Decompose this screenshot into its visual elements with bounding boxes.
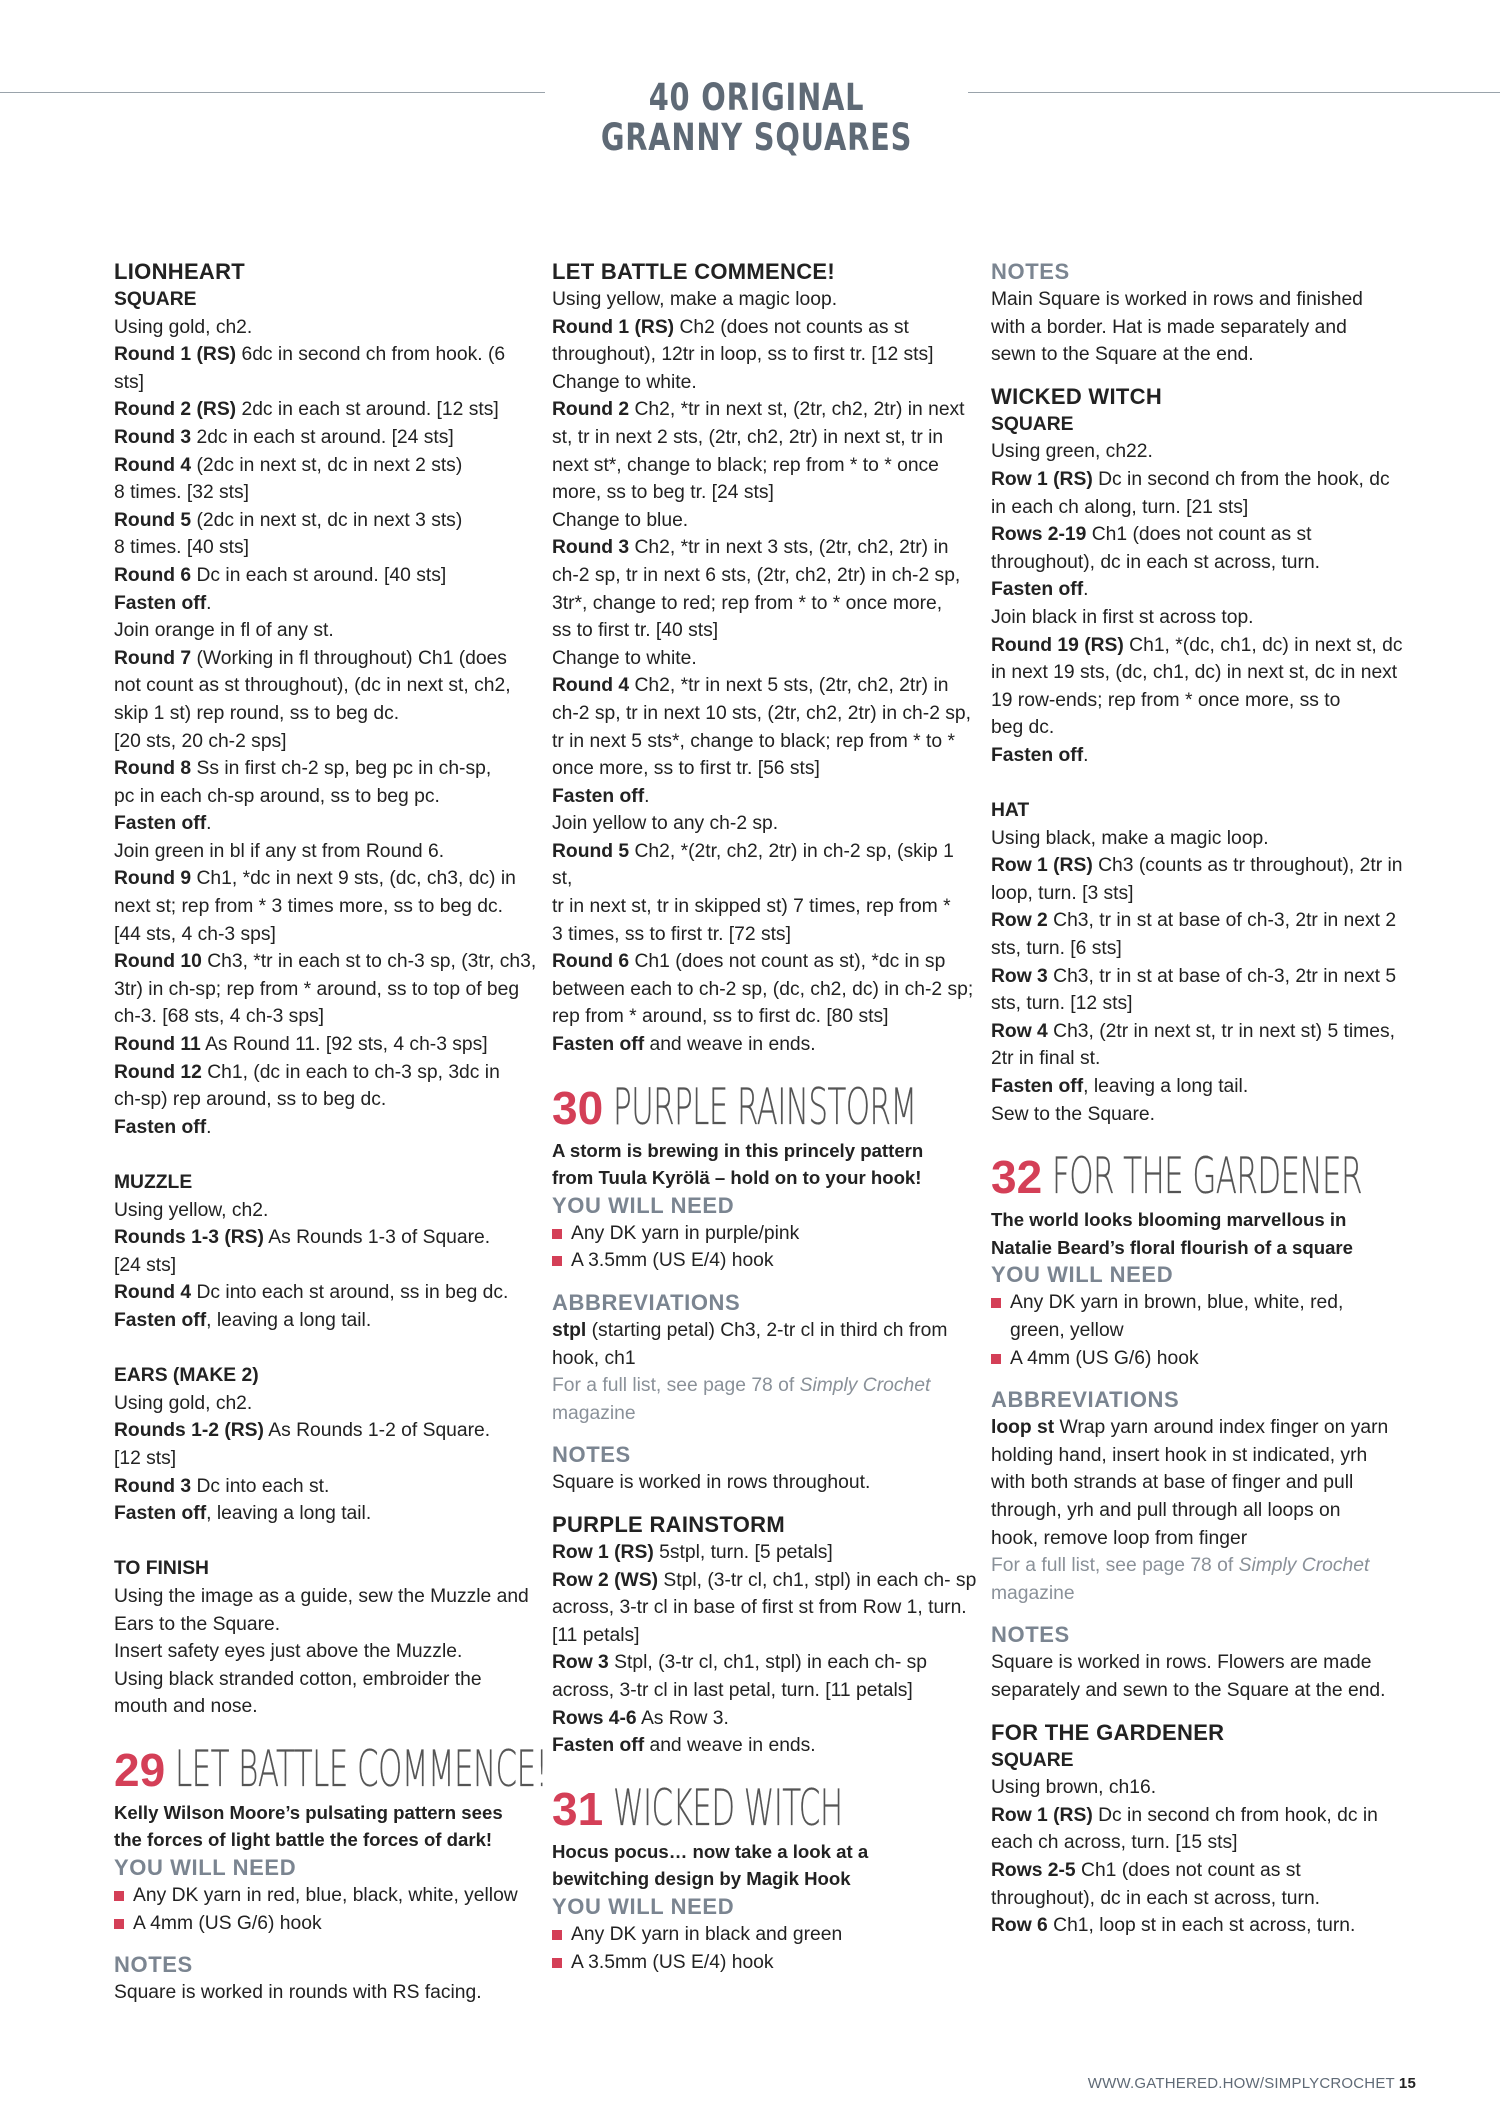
abbreviation: stpl (starting petal) Ch3, 2-tr cl in third ch from [552, 1320, 948, 1341]
instruction: 8 times. [32 sts] [114, 482, 250, 504]
section-title: PURPLE RAINSTORM [552, 1511, 785, 1537]
page-number: 15 [1398, 2075, 1416, 2092]
instruction: 3tr*, change to red; rep from * to * once more, [552, 592, 943, 614]
header-rule-left [0, 92, 545, 93]
pattern-intro: from Tuula Kyrölä – hold on to your hook! [552, 1167, 922, 1189]
instruction: Round 7 (Working in fl throughout) Ch1 (does [114, 647, 507, 669]
subsection-title: MUZZLE [114, 1172, 193, 1193]
pattern-name: PURPLE RAINSTORM [613, 1077, 917, 1136]
pattern-heading [552, 1073, 977, 1136]
instruction: Round 6 Dc in each st around. [40 sts] [114, 564, 447, 586]
pattern-number: 32 [991, 1151, 1043, 1204]
pattern-heading [552, 1774, 977, 1837]
abbreviation: hook, ch1 [552, 1347, 636, 1369]
abbreviation: holding hand, insert hook in st indicated, yrh [991, 1444, 1368, 1466]
section-heading: ABBREVIATIONS [991, 1387, 1180, 1413]
bullet-item-continued: green, yellow [1010, 1320, 1124, 1341]
instruction: 3 times, ss to first tr. [72 sts] [552, 923, 791, 945]
instruction: Join yellow to any ch-2 sp. [552, 813, 779, 835]
instruction: ch-2 sp, tr in next 6 sts, (2tr, ch2, 2tr) in ch-2 sp, [552, 564, 961, 586]
instruction: Fasten off. [114, 813, 212, 835]
instruction: Fasten off. [552, 785, 650, 807]
section-title: LET BATTLE COMMENCE! [552, 259, 836, 284]
instruction: throughout), 12tr in loop, ss to first tr. [12 sts] [552, 344, 934, 366]
instruction: pc in each ch-sp around, ss to beg pc. [114, 785, 440, 807]
subsection-title: SQUARE [991, 413, 1074, 435]
instruction: Change to white. [552, 371, 697, 393]
section-heading: ABBREVIATIONS [552, 1290, 741, 1315]
column-2 [552, 258, 977, 1976]
instruction: Using yellow, ch2. [114, 1199, 269, 1221]
section-heading: NOTES [552, 1442, 631, 1468]
instruction: Using black, make a magic loop. [991, 827, 1269, 849]
pattern-heading [114, 1735, 548, 1798]
instruction: Using yellow, make a magic loop. [552, 289, 838, 310]
instruction: Round 1 (RS) Ch2 (does not counts as st [552, 316, 909, 338]
pattern-intro: Hocus pocus… now take a look at a [552, 1840, 869, 1862]
section-heading: YOU WILL NEED [991, 1262, 1174, 1288]
instruction: Row 3 Stpl, (3-tr cl, ch1, stpl) in each ch- sp [552, 1652, 928, 1674]
instruction: across, 3-tr cl in last petal, turn. [11 petals] [552, 1679, 913, 1701]
instruction: throughout), dc in each st across, turn. [991, 1887, 1321, 1909]
instruction: once more, ss to first tr. [56 sts] [552, 758, 820, 780]
footer-url[interactable]: WWW.GATHERED.HOW/SIMPLYCROCHET [1087, 2075, 1395, 2092]
reference-note: magazine [991, 1582, 1075, 1604]
notes-text: separately and sewn to the Square at the end. [991, 1679, 1386, 1701]
reference-note: For a full list, see page 78 of Simply Crochet [991, 1555, 1370, 1577]
instruction: Using the image as a guide, sew the Muzzle and [114, 1585, 529, 1607]
abbreviation: through, yrh and pull through all loops on [991, 1499, 1341, 1521]
instruction: Rows 4-6 As Row 3. [552, 1707, 729, 1729]
instruction: sts, turn. [12 sts] [991, 993, 1133, 1015]
pattern-intro: Kelly Wilson Moore’s pulsating pattern sees [114, 1801, 503, 1823]
bullet-item: Any DK yarn in black and green [552, 1921, 977, 1949]
section-title: FOR THE GARDENER [991, 1719, 1225, 1745]
instruction: sts, turn. [6 sts] [991, 938, 1122, 960]
instruction: Using green, ch22. [991, 441, 1153, 463]
notes-text: Square is worked in rounds with RS facing. [114, 1982, 482, 2004]
bullet-item: Any DK yarn in brown, blue, white, red, [991, 1289, 1411, 1317]
instruction: Insert safety eyes just above the Muzzle. [114, 1641, 463, 1663]
instruction: Fasten off. [114, 592, 212, 614]
instruction: skip 1 st) rep round, ss to beg dc. [114, 702, 400, 724]
notes-text: Main Square is worked in rows and finished [991, 289, 1363, 310]
reference-note: For a full list, see page 78 of Simply Crochet [552, 1375, 931, 1397]
instruction: Row 2 (WS) Stpl, (3-tr cl, ch1, stpl) in each ch- sp [552, 1569, 977, 1591]
instruction: beg dc. [991, 717, 1055, 739]
instruction: Fasten off. [991, 579, 1089, 601]
instruction: Fasten off, leaving a long tail. [991, 1076, 1249, 1098]
reference-note: magazine [552, 1402, 636, 1424]
instruction: Fasten off. [991, 744, 1089, 766]
instruction: 2tr in final st. [991, 1048, 1101, 1070]
instruction: more, ss to beg tr. [24 sts] [552, 482, 774, 504]
instruction: next st*, change to black; rep from * to * once [552, 454, 939, 476]
subsection-title: EARS (MAKE 2) [114, 1365, 259, 1387]
bullet-item: A 4mm (US G/6) hook [114, 1910, 539, 1938]
instruction: Fasten off and weave in ends. [552, 1735, 816, 1757]
instruction: not count as st throughout), (dc in next st, ch2, [114, 675, 511, 697]
instruction: 8 times. [40 sts] [114, 537, 250, 559]
instruction: ch-3. [68 sts, 4 ch-3 sps] [114, 1006, 325, 1028]
section-title: LIONHEART [114, 259, 246, 284]
instruction: each ch across, turn. [15 sts] [991, 1832, 1238, 1854]
instruction: in next 19 sts, (dc, ch1, dc) in next st, dc in next [991, 662, 1398, 684]
pattern-number: 30 [552, 1081, 604, 1134]
instruction: Fasten off, leaving a long tail. [114, 1309, 372, 1331]
instruction: Row 1 (RS) Dc in second ch from the hook, dc [991, 468, 1390, 490]
column-3 [991, 258, 1411, 1940]
instruction: Sew to the Square. [991, 1103, 1155, 1125]
pattern-intro: Natalie Beard’s floral flourish of a square [991, 1236, 1353, 1258]
page-footer [1088, 2075, 1416, 2092]
instruction: Ears to the Square. [114, 1613, 281, 1635]
header-rule-right [968, 92, 1500, 93]
instruction: Join green in bl if any st from Round 6. [114, 840, 445, 862]
instruction: Round 4 Dc into each st around, ss in beg dc. [114, 1282, 509, 1304]
instruction: Using gold, ch2. [114, 316, 253, 338]
instruction: Row 6 Ch1, loop st in each st across, turn. [991, 1915, 1356, 1937]
subsection-title: SQUARE [114, 289, 197, 310]
pattern-name: LET BATTLE COMMENCE! [175, 1739, 548, 1798]
instruction: Rounds 1-3 (RS) As Rounds 1-3 of Square. [114, 1227, 491, 1249]
bullet-item: A 3.5mm (US E/4) hook [552, 1949, 977, 1977]
instruction: Round 5 (2dc in next st, dc in next 3 sts) [114, 509, 463, 531]
notes-text: sewn to the Square at the end. [991, 344, 1254, 366]
subsection-title: HAT [991, 800, 1030, 822]
instruction: Row 4 Ch3, (2tr in next st, tr in next st) 5 times, [991, 1020, 1395, 1042]
instruction: ss to first tr. [40 sts] [552, 620, 719, 642]
notes-text: with a border. Hat is made separately and [991, 316, 1347, 338]
section-heading: YOU WILL NEED [552, 1893, 735, 1919]
instruction: Round 2 (RS) 2dc in each st around. [12 sts] [114, 399, 499, 421]
page-header-title: 40 ORIGINAL GRANNY SQUARES [600, 76, 913, 159]
section-heading: NOTES [991, 259, 1070, 284]
instruction: Row 3 Ch3, tr in st at base of ch-3, 2tr in next 5 [991, 965, 1397, 987]
instruction: Round 8 Ss in first ch-2 sp, beg pc in ch-sp, [114, 758, 492, 780]
pattern-intro: bewitching design by Magik Hook [552, 1868, 851, 1890]
instruction: [11 petals] [552, 1624, 640, 1646]
section-heading: NOTES [991, 1622, 1070, 1648]
instruction: Fasten off and weave in ends. [552, 1034, 816, 1056]
instruction: 3tr) in ch-sp; rep from * around, ss to top of beg [114, 978, 520, 1000]
instruction: [12 sts] [114, 1447, 177, 1469]
instruction: across, 3-tr cl in base of first st from Row 1, turn. [552, 1597, 967, 1619]
instruction: Round 11 As Round 11. [92 sts, 4 ch-3 sps] [114, 1034, 488, 1056]
instruction: Using brown, ch16. [991, 1777, 1157, 1799]
instruction: Join orange in fl of any st. [114, 620, 334, 642]
instruction: rep from * around, ss to first dc. [80 sts] [552, 1006, 889, 1028]
instruction: Round 4 (2dc in next st, dc in next 2 sts) [114, 454, 463, 476]
subsection-title: TO FINISH [114, 1558, 209, 1580]
instruction: Round 1 (RS) 6dc in second ch from hook. (6 sts] [114, 344, 506, 393]
instruction: mouth and nose. [114, 1696, 258, 1718]
pattern-name: WICKED WITCH [613, 1778, 843, 1837]
instruction: Round 6 Ch1 (does not count as st), *dc in sp [552, 951, 946, 973]
instruction: Round 10 Ch3, *tr in each st to ch-3 sp, (3tr, ch3, [114, 951, 537, 973]
instruction: st, tr in next 2 sts, (2tr, ch2, 2tr) in next st, tr in [552, 426, 944, 448]
instruction: Join black in first st across top. [991, 606, 1254, 628]
notes-text: Square is worked in rows throughout. [552, 1472, 871, 1494]
instruction: Fasten off, leaving a long tail. [114, 1503, 372, 1525]
section-heading: NOTES [114, 1952, 193, 1978]
pattern-heading [991, 1142, 1411, 1206]
instruction: [20 sts, 20 ch-2 sps] [114, 730, 287, 752]
instruction: Round 5 Ch2, *(2tr, ch2, 2tr) in ch-2 sp, (skip 1 st, [552, 840, 954, 890]
instruction: Round 3 Ch2, *tr in next 3 sts, (2tr, ch2, 2tr) in [552, 537, 949, 559]
notes-text: Square is worked in rows. Flowers are made [991, 1652, 1372, 1674]
instruction: tr in next 5 sts*, change to black; rep from * to * [552, 730, 955, 752]
pattern-name: FOR THE GARDENER [1052, 1147, 1363, 1206]
instruction: [24 sts] [114, 1254, 177, 1276]
subsection-title: SQUARE [991, 1749, 1074, 1771]
instruction: Rows 2-19 Ch1 (does not count as st [991, 524, 1312, 546]
instruction: Round 9 Ch1, *dc in next 9 sts, (dc, ch3, dc) in [114, 868, 516, 890]
instruction: 19 row-ends; rep from * once more, ss to [991, 689, 1341, 711]
pattern-intro: the forces of light battle the forces of dark! [114, 1829, 493, 1851]
instruction: between each to ch-2 sp, (dc, ch2, dc) in ch-2 sp; [552, 978, 974, 1000]
instruction: Using black stranded cotton, embroider the [114, 1668, 482, 1690]
instruction: Change to blue. [552, 509, 689, 531]
instruction: throughout), dc in each st across, turn. [991, 551, 1321, 573]
column-1 [114, 258, 548, 2007]
bullet-item: Any DK yarn in red, blue, black, white, yellow [114, 1882, 539, 1910]
instruction: Round 12 Ch1, (dc in each to ch-3 sp, 3dc in [114, 1061, 500, 1083]
instruction: loop, turn. [3 sts] [991, 882, 1134, 904]
instruction: Round 4 Ch2, *tr in next 5 sts, (2tr, ch2, 2tr) in [552, 675, 949, 697]
pattern-number: 31 [552, 1782, 604, 1835]
instruction: Row 1 (RS) 5stpl, turn. [5 petals] [552, 1541, 833, 1563]
instruction: Fasten off. [114, 1116, 212, 1138]
pattern-intro: The world looks blooming marvellous in [991, 1209, 1347, 1231]
bullet-item: A 4mm (US G/6) hook [991, 1345, 1411, 1373]
bullet-item: Any DK yarn in purple/pink [552, 1220, 977, 1248]
instruction: Using gold, ch2. [114, 1392, 253, 1414]
section-heading: YOU WILL NEED [114, 1855, 297, 1881]
instruction: ch-sp) rep around, ss to beg dc. [114, 1089, 387, 1111]
abbreviation: with both strands at base of finger and pull [991, 1472, 1354, 1494]
instruction: tr in next st, tr in skipped st) 7 times, rep from * [552, 896, 951, 918]
pattern-number: 29 [114, 1743, 166, 1796]
instruction: Rounds 1-2 (RS) As Rounds 1-2 of Square. [114, 1420, 491, 1442]
abbreviation: hook, remove loop from finger [991, 1527, 1248, 1549]
instruction: next st; rep from * 3 times more, ss to beg dc. [114, 896, 503, 918]
section-title: WICKED WITCH [991, 383, 1163, 409]
instruction: [44 sts, 4 ch-3 sps] [114, 923, 276, 945]
instruction: ch-2 sp, tr in next 10 sts, (2tr, ch2, 2tr) in ch-2 sp, [552, 702, 971, 724]
section-heading: YOU WILL NEED [552, 1192, 735, 1218]
instruction: Row 1 (RS) Ch3 (counts as tr throughout), 2tr in [991, 855, 1403, 877]
instruction: Change to white. [552, 647, 697, 669]
instruction: Round 3 2dc in each st around. [24 sts] [114, 426, 454, 448]
instruction: Row 1 (RS) Dc in second ch from hook, dc in [991, 1804, 1378, 1826]
abbreviation: loop st Wrap yarn around index finger on yarn [991, 1417, 1389, 1439]
bullet-item: A 3.5mm (US E/4) hook [552, 1247, 977, 1275]
instruction: Round 3 Dc into each st. [114, 1475, 330, 1497]
instruction: Rows 2-5 Ch1 (does not count as st [991, 1859, 1301, 1881]
instruction: Row 2 Ch3, tr in st at base of ch-3, 2tr in next 2 [991, 910, 1397, 932]
pattern-intro: A storm is brewing in this princely pattern [552, 1139, 924, 1161]
instruction: Round 19 (RS) Ch1, *(dc, ch1, dc) in next st, dc [991, 634, 1403, 656]
instruction: in each ch along, turn. [21 sts] [991, 496, 1249, 518]
instruction: Round 2 Ch2, *tr in next st, (2tr, ch2, 2tr) in next [552, 399, 965, 421]
